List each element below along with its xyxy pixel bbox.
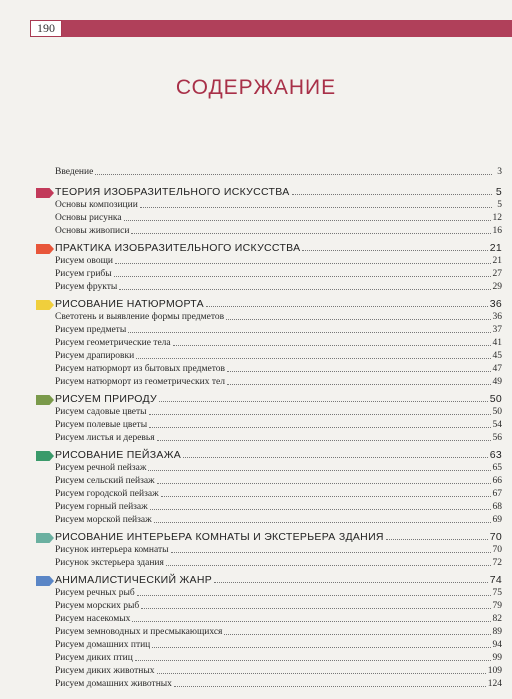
entry-title: Рисуем диких животных [55, 666, 155, 676]
dot-leader [132, 613, 490, 622]
section-marker [36, 576, 54, 586]
toc-section-row [55, 242, 502, 255]
toc-entry-row [55, 665, 502, 678]
toc-entry-row [55, 652, 502, 665]
dot-leader [224, 626, 490, 635]
dot-leader [119, 281, 490, 290]
toc-entry-row [55, 225, 502, 238]
dot-leader [135, 652, 491, 661]
toc-entry-row [55, 514, 502, 527]
dot-leader [149, 406, 491, 415]
toc-section-row [55, 449, 502, 462]
entry-title: Рисуем натюрморт из бытовых предметов [55, 364, 225, 374]
entry-title: Рисуем речной пейзаж [55, 463, 147, 473]
page-ref: 109 [487, 666, 502, 676]
dot-leader [157, 665, 486, 674]
toc-entry-row [55, 212, 502, 225]
dot-leader [141, 600, 490, 609]
page-ref: 82 [492, 614, 502, 624]
toc-entry-row [55, 501, 502, 514]
dot-leader [386, 531, 488, 540]
entry-title: Рисуем геометрические тела [55, 338, 171, 348]
section-title: РИСОВАНИЕ ИНТЕРЬЕРА КОМНАТЫ И ЭКСТЕРЬЕРА ЗДАНИЯ [55, 531, 384, 543]
page-ref: 54 [492, 420, 502, 430]
toc-entry-row [55, 363, 502, 376]
toc-entry-row [55, 432, 502, 445]
section-title: РИСОВАНИЕ НАТЮРМОРТА [55, 298, 204, 310]
page-ref: 27 [492, 269, 502, 279]
toc-entry-row [55, 475, 502, 488]
dot-leader [150, 501, 491, 510]
dot-leader [161, 488, 491, 497]
page-ref: 68 [492, 502, 502, 512]
entry-title: Рисуем листья и деревья [55, 433, 155, 443]
entry-title: Рисуем овощи [55, 256, 114, 266]
page-title: СОДЕРЖАНИЕ [175, 76, 337, 99]
entry-title: Рисунок экстерьера здания [55, 558, 164, 568]
page-ref: 36 [492, 312, 502, 322]
page-ref: 94 [492, 640, 502, 650]
entry-title: Рисуем сельский пейзаж [55, 476, 155, 486]
toc-entry-row [55, 311, 502, 324]
page-ref: 70 [492, 545, 502, 555]
page-ref: 45 [492, 351, 502, 361]
page-ref: 41 [492, 338, 502, 348]
toc-entry-row [55, 324, 502, 337]
toc-entry-row [55, 337, 502, 350]
dot-leader [214, 574, 488, 583]
toc-entry-row [55, 268, 502, 281]
section-title: ТЕОРИЯ ИЗОБРАЗИТЕЛЬНОГО ИСКУССТВА [55, 186, 290, 198]
dot-leader [226, 311, 490, 320]
dot-leader [174, 678, 486, 687]
page-ref: 3 [497, 167, 502, 177]
page-ref: 47 [492, 364, 502, 374]
page-ref: 56 [492, 433, 502, 443]
section-title: АНИМАЛИСТИЧЕСКИЙ ЖАНР [55, 574, 213, 586]
dot-leader [115, 255, 490, 264]
page-ref: 79 [492, 601, 502, 611]
toc-entry-row [55, 255, 502, 268]
entry-title: Рисуем домашних животных [55, 679, 172, 689]
entry-title: Рисуем драпировки [55, 351, 135, 361]
page-ref: 21 [492, 256, 502, 266]
section-marker [36, 451, 54, 461]
dot-leader [136, 350, 490, 359]
dot-leader [173, 337, 491, 346]
dot-leader [148, 462, 490, 471]
page-ref: 50 [489, 393, 502, 405]
page-ref: 65 [492, 463, 502, 473]
entry-title: Рисуем земноводных и пресмыкающихся [55, 627, 223, 637]
entry-title: Рисуем полевые цветы [55, 420, 148, 430]
page-ref: 70 [489, 531, 502, 543]
toc-entry-row [55, 376, 502, 389]
section-title: РИСУЕМ ПРИРОДУ [55, 393, 158, 405]
toc-entry-row [55, 626, 502, 639]
dot-leader [183, 449, 488, 458]
entry-title: Рисуем грибы [55, 269, 112, 279]
toc-entry-row [55, 419, 502, 432]
page-ref: 69 [492, 515, 502, 525]
toc-section-row [55, 186, 502, 199]
entry-title: Рисуем натюрморт из геометрических тел [55, 377, 225, 387]
toc-entry-row [55, 678, 502, 691]
toc-entry-row [55, 544, 502, 557]
dot-leader [137, 587, 491, 596]
entry-title: Рисуем горный пейзаж [55, 502, 148, 512]
dot-leader [140, 199, 492, 208]
dot-leader [227, 376, 491, 385]
section-marker [36, 395, 54, 405]
page-ref: 37 [492, 325, 502, 335]
page-ref: 50 [492, 407, 502, 417]
dot-leader [154, 514, 491, 523]
page-ref: 16 [492, 226, 502, 236]
section-title: ПРАКТИКА ИЗОБРАЗИТЕЛЬНОГО ИСКУССТВА [55, 242, 301, 254]
dot-leader [227, 363, 491, 372]
entry-title: Рисуем домашних птиц [55, 640, 151, 650]
section-marker [36, 533, 54, 543]
section-title: РИСОВАНИЕ ПЕЙЗАЖА [55, 449, 182, 461]
header-stripe [62, 20, 512, 37]
page-ref: 21 [489, 242, 502, 254]
toc-entry-row [55, 488, 502, 501]
entry-title: Основы живописи [55, 226, 130, 236]
entry-title: Рисуем насекомых [55, 614, 131, 624]
toc-entry-row [55, 587, 502, 600]
page-ref: 29 [492, 282, 502, 292]
toc-section-row [55, 574, 502, 587]
dot-leader [131, 225, 490, 234]
entry-title: Рисуем морских рыб [55, 601, 140, 611]
dot-leader [157, 475, 491, 484]
dot-leader [166, 557, 491, 566]
dot-leader [206, 298, 488, 307]
toc-section-row [55, 531, 502, 544]
toc-section-row [55, 298, 502, 311]
dot-leader [302, 242, 487, 251]
toc-entry-row [55, 462, 502, 475]
toc-entry-row [55, 557, 502, 570]
dot-leader [149, 419, 490, 428]
page-ref: 49 [492, 377, 502, 387]
page-ref: 63 [489, 449, 502, 461]
toc-entry-row [55, 281, 502, 294]
entry-title: Основы рисунка [55, 213, 122, 223]
toc-entry-row [55, 406, 502, 419]
dot-leader [124, 212, 491, 221]
entry-title: Введение [55, 167, 94, 177]
page-ref: 72 [492, 558, 502, 568]
toc-entry-row [55, 639, 502, 652]
dot-leader [157, 432, 491, 441]
page-ref: 99 [492, 653, 502, 663]
page-ref: 124 [487, 679, 502, 689]
entry-title: Рисуем морской пейзаж [55, 515, 152, 525]
entry-title: Основы композиции [55, 200, 138, 210]
toc-section-row [55, 393, 502, 406]
page-ref: 5 [497, 200, 502, 210]
entry-title: Рисуем диких птиц [55, 653, 133, 663]
page-ref: 12 [492, 213, 502, 223]
toc-entry-row [55, 600, 502, 613]
toc-entry-row [55, 199, 502, 212]
page-ref: 89 [492, 627, 502, 637]
dot-leader [292, 186, 493, 195]
page-ref: 75 [492, 588, 502, 598]
section-marker [36, 300, 54, 310]
toc-entry-row [55, 350, 502, 363]
entry-title: Рисунок интерьера комнаты [55, 545, 169, 555]
entry-title: Светотень и выявление формы предметов [55, 312, 225, 322]
page-ref: 5 [495, 186, 502, 198]
toc-entry-row [55, 166, 502, 179]
page-ref: 66 [492, 476, 502, 486]
entry-title: Рисуем садовые цветы [55, 407, 147, 417]
section-marker [36, 188, 54, 198]
entry-title: Рисуем предметы [55, 325, 127, 335]
page-number: 190 [30, 20, 62, 37]
section-marker [36, 244, 54, 254]
page-ref: 36 [489, 298, 502, 310]
entry-title: Рисуем фрукты [55, 282, 118, 292]
dot-leader [152, 639, 490, 648]
page-ref: 74 [489, 574, 502, 586]
dot-leader [114, 268, 491, 277]
page-ref: 67 [492, 489, 502, 499]
dot-leader [171, 544, 491, 553]
dot-leader [128, 324, 490, 333]
entry-title: Рисуем речных рыб [55, 588, 135, 598]
toc-entry-row [55, 613, 502, 626]
entry-title: Рисуем городской пейзаж [55, 489, 159, 499]
dot-leader [159, 393, 488, 402]
header-bar [0, 20, 512, 37]
dot-leader [95, 166, 492, 175]
